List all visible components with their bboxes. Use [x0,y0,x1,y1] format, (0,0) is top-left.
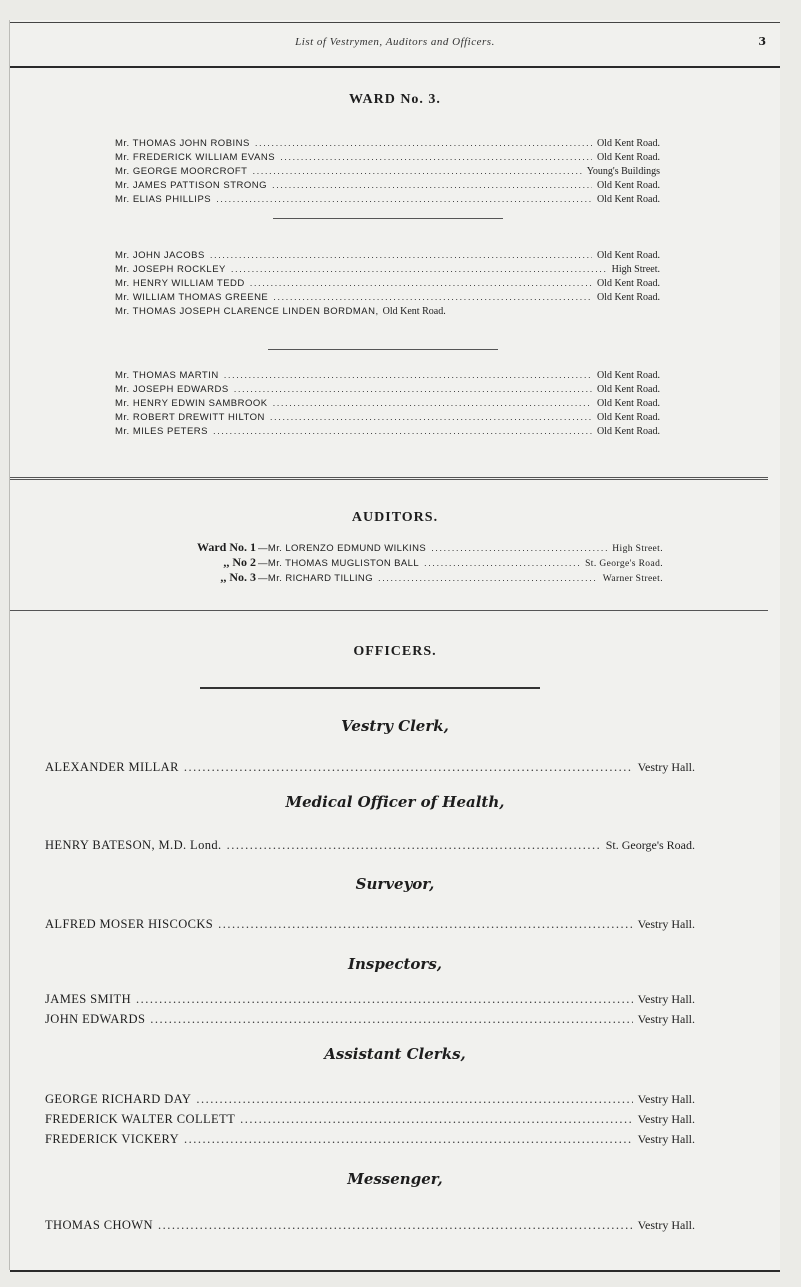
vestryman-address: Old Kent Road. [382,306,446,317]
leader-dots [234,384,592,395]
officer-name: FREDERICK VICKERY [45,1132,180,1146]
vestryman-name: Mr. HENRY EDWIN SAMBROOK [115,398,268,409]
officer-title: Surveyor, [355,875,435,893]
section-divider [10,610,768,611]
officer-row [45,1218,695,1233]
leader-dots [270,412,592,423]
leader-dots [136,992,633,1007]
group-divider [268,349,498,350]
auditor-name: —Mr. RICHARD TILLING [258,573,373,584]
vestryman-address: Old Kent Road. [596,138,660,149]
vestryman-address: Old Kent Road. [596,292,660,303]
auditor-row [128,540,663,555]
leader-dots [280,152,592,163]
vestryman-name: Mr. THOMAS JOHN ROBINS [115,138,250,149]
vestryman-address: Old Kent Road. [596,278,660,289]
vestryman-name: Mr. ELIAS PHILLIPS [115,194,212,205]
leader-dots [273,292,592,303]
officer-address: Vestry Hall. [637,1132,695,1146]
leader-dots [255,138,592,149]
vestryman-row [115,370,660,381]
vestryman-name: Mr. HENRY WILLIAM TEDD [115,278,245,289]
leader-dots [158,1218,633,1233]
leader-dots [424,558,580,569]
leader-dots [240,1112,633,1127]
vestryman-address: High Street. [611,264,660,275]
officer-name: JAMES SMITH [45,992,132,1006]
vestryman-address: Old Kent Road. [596,412,660,423]
vestryman-row [115,398,660,409]
header-rule-bottom [10,66,780,68]
vestryman-name: Mr. MILES PETERS [115,426,208,437]
vestryman-address: Old Kent Road. [596,180,660,191]
vestryman-name: Mr. THOMAS MARTIN [115,370,219,381]
vestryman-address: Old Kent Road. [596,152,660,163]
officer-address: Vestry Hall. [637,917,695,931]
officer-address: St. George's Road. [605,838,695,852]
officers-heading: OFFICERS. [353,644,437,659]
leader-dots [184,1132,633,1147]
auditor-row [128,570,663,585]
officer-name: HENRY BATESON, M.D. Lond. [45,838,222,852]
leader-dots [196,1092,632,1107]
vestryman-row [115,180,660,191]
auditor-address: Warner Street. [602,574,663,584]
leader-dots [224,370,592,381]
leader-dots [213,426,592,437]
officer-address: Vestry Hall. [637,992,695,1006]
vestryman-address: Old Kent Road. [596,426,660,437]
vestryman-address: Old Kent Road. [596,250,660,261]
officer-row [45,1132,695,1147]
auditor-name: —Mr. LORENZO EDMUND WILKINS [258,543,427,554]
running-head: List of Vestrymen, Auditors and Officers. [295,36,495,48]
ward-heading: WARD No. 3. [349,92,441,107]
auditor-address: St. George's Road. [585,559,663,569]
group-divider [273,218,503,219]
vestryman-row [115,412,660,423]
officer-name: GEORGE RICHARD DAY [45,1092,192,1106]
officer-row [45,760,695,775]
leader-dots [150,1012,632,1027]
vestryman-row [115,278,660,289]
leader-dots [431,543,607,554]
auditor-address: High Street. [612,544,663,554]
vestryman-name: Mr. GEORGE MOORCROFT [115,166,248,177]
vestryman-address: Young's Buildings [586,166,660,177]
auditor-name: —Mr. THOMAS MUGLISTON BALL [258,558,420,569]
leader-dots [252,166,581,177]
officer-title: Assistant Clerks, [324,1045,466,1063]
leader-dots [218,917,633,932]
vestryman-address: Old Kent Road. [596,370,660,381]
officer-name: ALFRED MOSER HISCOCKS [45,917,214,931]
vestryman-row [115,384,660,395]
officer-row [45,1092,695,1107]
officer-address: Vestry Hall. [637,1112,695,1126]
footer-rule [10,1270,780,1272]
officer-address: Vestry Hall. [637,1012,695,1026]
vestryman-address: Old Kent Road. [596,398,660,409]
officer-name: THOMAS CHOWN [45,1218,153,1232]
vestryman-name: Mr. JOSEPH ROCKLEY [115,264,226,275]
vestryman-name: Mr. THOMAS JOSEPH CLARENCE LINDEN BORDMAN, [115,306,379,317]
vestryman-row [115,426,660,437]
vestryman-name: Mr. JAMES PATTISON STRONG [115,180,268,191]
officer-row [45,992,695,1007]
leader-dots [273,398,592,409]
header-rule-top [10,22,780,23]
officer-row [45,1012,695,1027]
vestryman-row [115,264,660,275]
officer-row [45,838,695,853]
leader-dots [231,264,607,275]
auditor-row [128,555,663,570]
vestryman-address: Old Kent Road. [596,194,660,205]
vestryman-row [115,194,660,205]
officer-row [45,917,695,932]
officer-title: Medical Officer of Health, [285,793,505,811]
leader-dots [227,838,601,853]
auditors-heading: AUDITORS. [351,510,439,525]
officer-title: Inspectors, [347,955,443,973]
vestryman-row [115,138,660,149]
leader-dots [250,278,592,289]
leader-dots [184,760,633,775]
auditor-ward: ,, No. 3 [220,570,256,584]
vestryman-row [115,152,660,163]
vestryman-name: Mr. ROBERT DREWITT HILTON [115,412,265,423]
officer-address: Vestry Hall. [637,1218,695,1232]
officer-row [45,1112,695,1127]
leader-dots [210,250,592,261]
leader-dots [216,194,592,205]
vestryman-row [115,306,660,317]
vestryman-name: Mr. FREDERICK WILLIAM EVANS [115,152,276,163]
vestryman-name: Mr. JOSEPH EDWARDS [115,384,229,395]
officers-ornament-rule [200,687,540,689]
vestryman-row [115,292,660,303]
auditor-ward: Ward No. 1 [196,540,256,554]
vestryman-address: Old Kent Road. [596,384,660,395]
officer-address: Vestry Hall. [637,1092,695,1106]
leader-dots [378,573,598,584]
officer-name: FREDERICK WALTER COLLETT [45,1112,236,1126]
leader-dots [272,180,592,191]
officer-address: Vestry Hall. [637,760,695,774]
vestryman-row [115,166,660,177]
officer-title: Messenger, [347,1170,443,1188]
vestryman-row [115,250,660,261]
officer-name: ALEXANDER MILLAR [45,760,179,774]
page-number: 3 [758,35,766,48]
vestryman-name: Mr. JOHN JACOBS [115,250,205,261]
officer-title: Vestry Clerk, [341,717,449,735]
section-divider [10,477,768,480]
auditor-ward: ,, No 2 [223,555,256,569]
vestryman-name: Mr. WILLIAM THOMAS GREENE [115,292,269,303]
document-page [9,20,780,1270]
officer-name: JOHN EDWARDS [45,1012,146,1026]
